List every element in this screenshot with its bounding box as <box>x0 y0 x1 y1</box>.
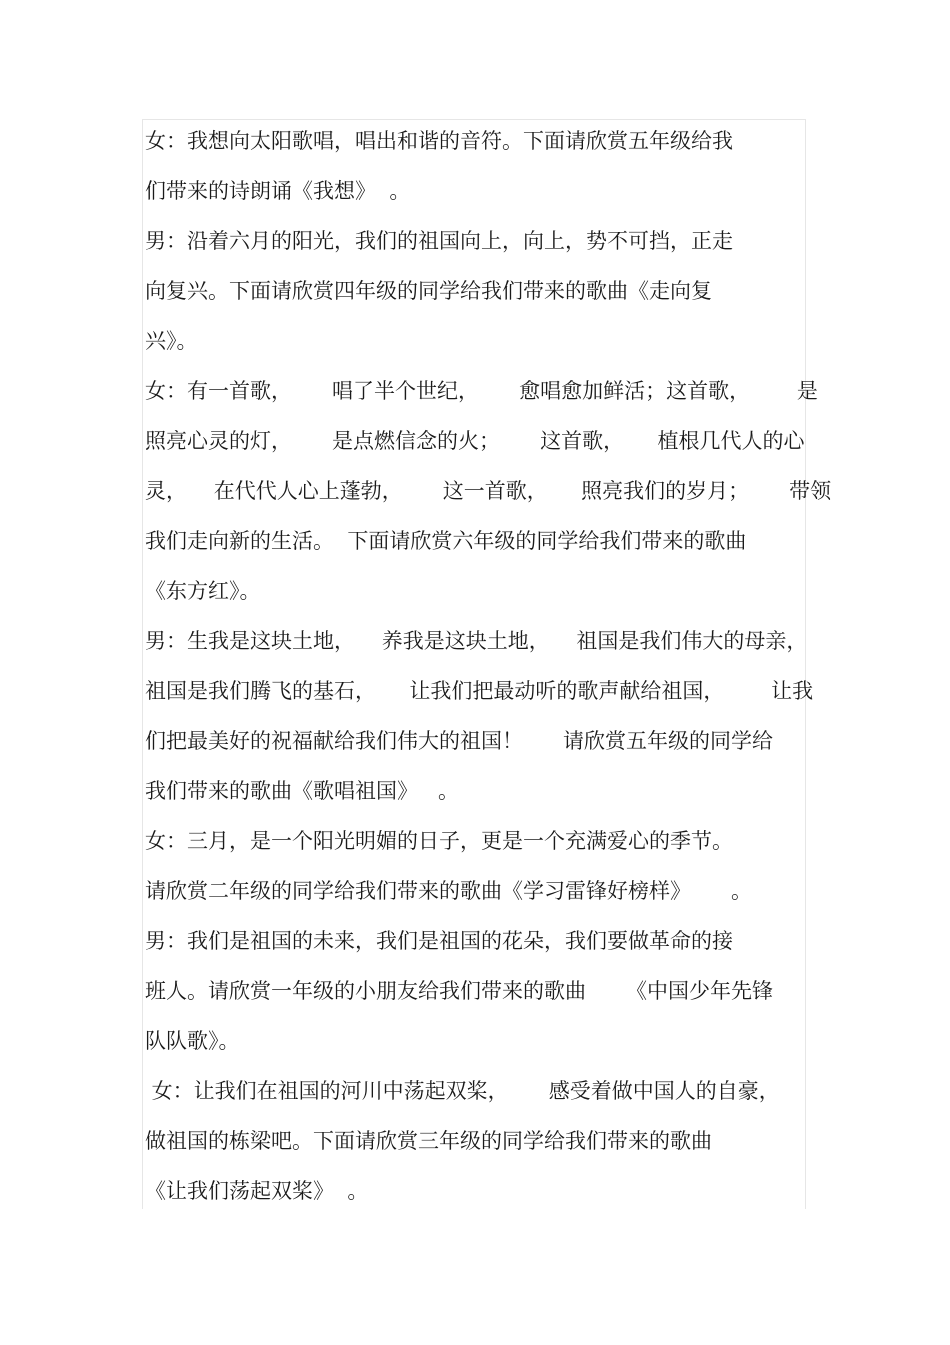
text-line: 班人。请欣赏一年级的小朋友给我们带来的歌曲 《中国少年先锋 <box>145 979 774 1003</box>
text-line: 女：有一首歌， 唱了半个世纪， 愈唱愈加鲜活；这首歌， 是 <box>145 379 818 403</box>
text-line: 请欣赏二年级的同学给我们带来的歌曲《学习雷锋好榜样》 。 <box>145 879 753 903</box>
text-line: 女：让我们在祖国的河川中荡起双桨， 感受着做中国人的自豪， <box>145 1079 780 1103</box>
text-line: 照亮心灵的灯， 是点燃信念的火； 这首歌， 植根几代人的心 <box>145 429 805 453</box>
text-line: 女：我想向太阳歌唱，唱出和谐的音符。下面请欣赏五年级给我 <box>145 129 733 153</box>
text-line: 《让我们荡起双桨》 。 <box>145 1179 369 1203</box>
text-line: 灵， 在代代人心上蓬勃， 这一首歌， 照亮我们的岁月； 带领 <box>145 479 832 503</box>
text-line: 祖国是我们腾飞的基石， 让我们把最动听的歌声献给祖国， 让我 <box>145 679 814 703</box>
text-line: 向复兴。下面请欣赏四年级的同学给我们带来的歌曲《走向复 <box>145 279 712 303</box>
text-line: 做祖国的栋梁吧。下面请欣赏三年级的同学给我们带来的歌曲 <box>145 1129 712 1153</box>
text-line: 我们走向新的生活。 下面请欣赏六年级的同学给我们带来的歌曲 <box>145 529 747 553</box>
text-line: 女：三月，是一个阳光明媚的日子，更是一个充满爱心的季节。 <box>145 829 733 853</box>
text-line: 兴》。 <box>145 329 198 353</box>
text-line: 男：生我是这块土地， 养我是这块土地， 祖国是我们伟大的母亲， <box>145 629 808 653</box>
text-line: 男：我们是祖国的未来，我们是祖国的花朵，我们要做革命的接 <box>145 929 733 953</box>
text-line: 们把最美好的祝福献给我们伟大的祖国！ 请欣赏五年级的同学给 <box>145 729 774 753</box>
text-line: 们带来的诗朗诵《我想》 。 <box>145 179 411 203</box>
text-line: 队队歌》。 <box>145 1029 240 1053</box>
text-line: 男：沿着六月的阳光，我们的祖国向上，向上，势不可挡，正走 <box>145 229 733 253</box>
text-line: 我们带来的歌曲《歌唱祖国》 。 <box>145 779 460 803</box>
text-line: 《东方红》。 <box>145 579 261 603</box>
